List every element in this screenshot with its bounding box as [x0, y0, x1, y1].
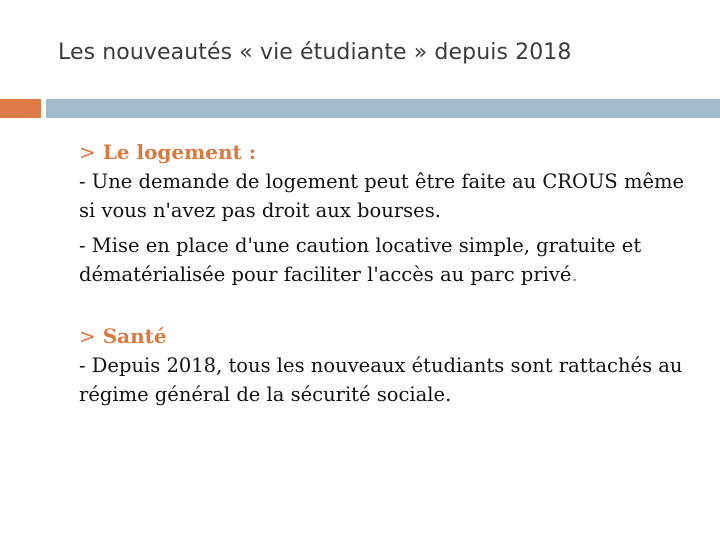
- section-marker: >: [79, 324, 96, 348]
- slide-body: [79, 138, 699, 409]
- header-divider-bar: [46, 99, 720, 118]
- section-heading-label: Le logement :: [102, 140, 257, 164]
- spacer: [79, 289, 699, 322]
- slide-title: Les nouveautés « vie étudiante » depuis 2018: [58, 40, 572, 65]
- section-heading-sante: [79, 322, 699, 351]
- section-heading-label: Santé: [102, 324, 167, 348]
- logement-item-caution-text: - Mise en place d'une caution locative simple, gratuite et dématérialisée pour faciliter l'accès au parc privé: [79, 234, 642, 286]
- logement-item-crous: - Une demande de logement peut être faite au CROUS même si vous n'avez pas droit aux bourses.: [79, 170, 685, 222]
- sante-item-securite-sociale: - Depuis 2018, tous les nouveaux étudiants sont rattachés au régime général de la sécurité sociale.: [79, 354, 683, 406]
- section-marker: >: [79, 140, 96, 164]
- section-heading-logement: [79, 138, 699, 167]
- accent-bar: [0, 99, 41, 118]
- logement-item-caution-period: .: [571, 263, 578, 286]
- logement-item-caution: [79, 231, 699, 289]
